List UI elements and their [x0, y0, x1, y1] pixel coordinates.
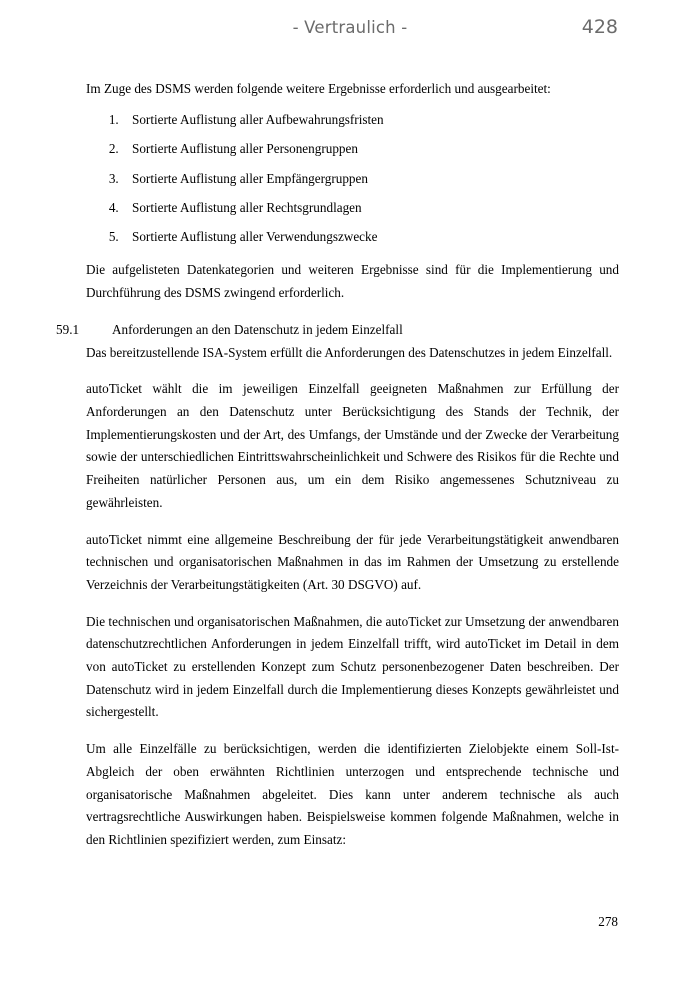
- paragraph: autoTicket wählt die im jeweiligen Einzelfall geeigneten Maßnahmen zur Erfüllung der Anforderungen an den Datenschutz unter Berücksichtigung des Stands der Technik, der Implementierungskosten und der Art, des Umfangs, der Umstände und der Zwecke der Verarbeitung sowie der unterschiedlichen Eintrittswahrscheinlichkeit und Schwere des Risikos für die Rechte und Freiheiten natürlicher Personen aus, um ein dem Risiko angemessenes Schutzniveau zu gewährleisten.: [86, 381, 619, 510]
- list-item: 4. Sortierte Auflistung aller Rechtsgrundlagen: [122, 198, 619, 218]
- page-header: [0, 18, 700, 48]
- results-list: [86, 110, 619, 247]
- section-title: Anforderungen an den Datenschutz in jedem Einzelfall: [112, 321, 403, 337]
- after-list-paragraph: Die aufgelisteten Datenkategorien und weiteren Ergebnisse sind für die Implementierung und Durchführung des DSMS zwingend erforderlich.: [86, 262, 619, 300]
- section-number: 59.1: [56, 321, 80, 337]
- list-item: 3. Sortierte Auflistung aller Empfängergruppen: [122, 169, 619, 189]
- footer-page-number: 278: [598, 914, 618, 929]
- section-heading: [56, 319, 619, 340]
- list-item: 1. Sortierte Auflistung aller Aufbewahrungsfristen: [122, 110, 619, 130]
- paragraph: autoTicket nimmt eine allgemeine Beschreibung der für jede Verarbeitungstätigkeit anwendbaren technischen und organisatorischen Maßnahmen in das im Rahmen der Umsetzung zu erstellende Verzeichnis der Verarbeitungstätigkeiten (Art. 30 DSGVO) auf.: [86, 531, 619, 592]
- paragraph: Um alle Einzelfälle zu berücksichtigen, werden die identifizierten Zielobjekte einem Soll-Ist-Abgleich der oben erwähnten Richtlinien unterzogen und entsprechende technische und organisatorische Maßnahmen abgeleitet. Dies kann unter anderem technische als auch vertragsrechtliche Auswirkungen haben. Beispielsweise kommen folgende Maßnahmen, welche in den Richtlinien spezifiziert werden, zum Einsatz:: [86, 741, 619, 847]
- header-confidentiality-label: - Vertraulich -: [292, 18, 408, 37]
- paragraph: Die technischen und organisatorischen Maßnahmen, die autoTicket zur Umsetzung der anwendbaren datenschutzrechtlichen Anforderungen in jedem Einzelfall trifft, wird autoTicket im Detail in dem von autoTicket zu erstellenden Konzept zum Schutz personenbezogener Daten beschreiben. Der Datenschutz wird in jedem Einzelfall durch die Implementierung dieses Konzepts gewährleistet und sichergestellt.: [86, 613, 619, 720]
- header-page-number: 428: [581, 16, 618, 38]
- paragraph: Das bereitzustellende ISA-System erfüllt die Anforderungen des Datenschutzes in jedem Einzelfall.: [86, 344, 613, 360]
- intro-paragraph: Im Zuge des DSMS werden folgende weitere Ergebnisse erforderlich und ausgearbeitet:: [86, 81, 551, 96]
- list-item: 2. Sortierte Auflistung aller Personengruppen: [122, 139, 619, 159]
- document-content: [56, 78, 619, 866]
- list-item: 5. Sortierte Auflistung aller Verwendungszwecke: [122, 227, 619, 247]
